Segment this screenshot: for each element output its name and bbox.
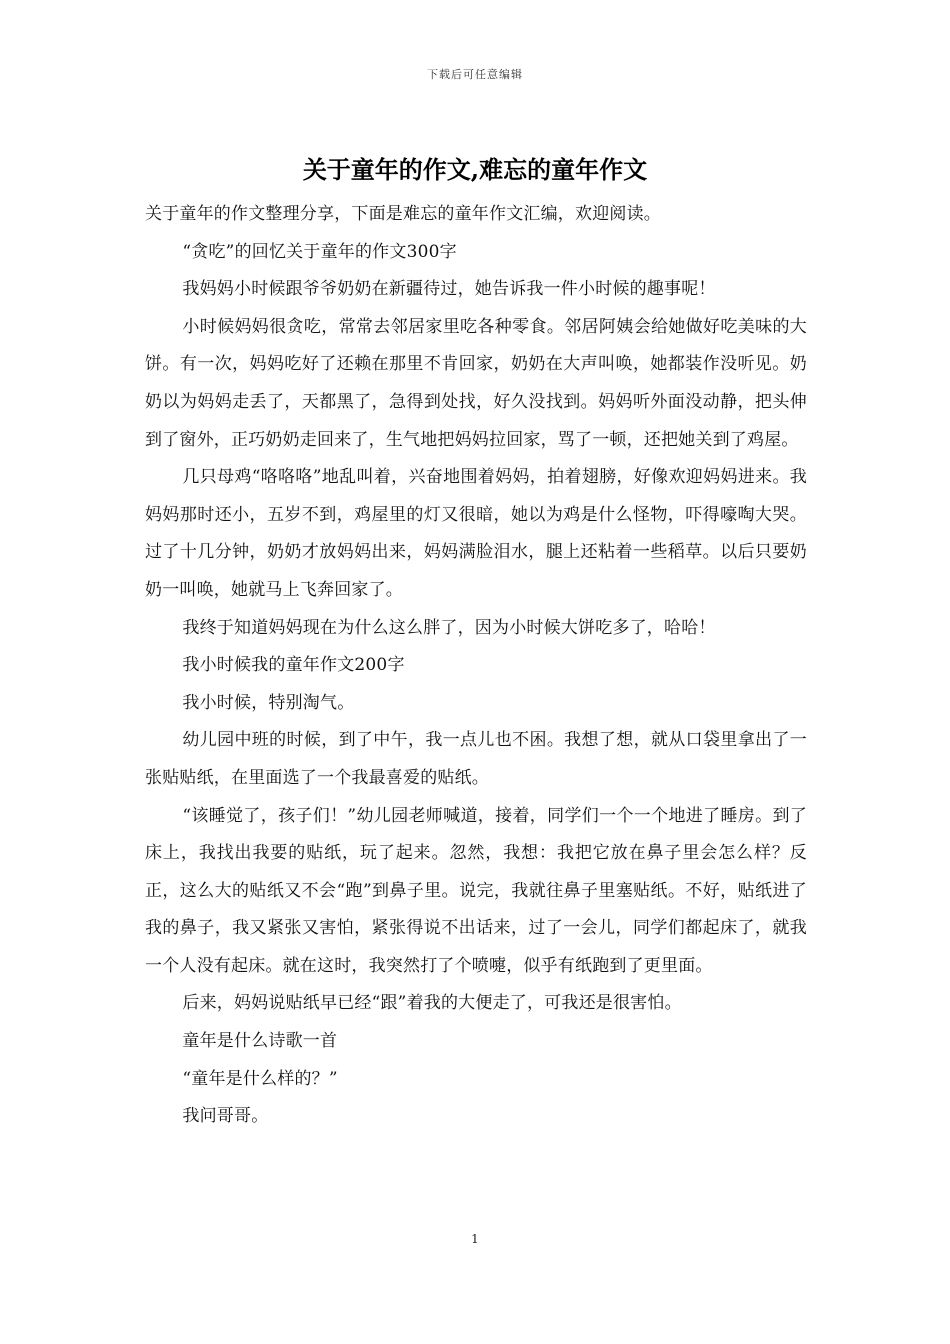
paragraph: 我问哥哥。 bbox=[182, 1106, 269, 1127]
paragraph-subtitle-2: 我小时候我的童年作文200字 bbox=[182, 655, 405, 676]
paragraph-subtitle-3: 童年是什么诗歌一首 bbox=[182, 1031, 338, 1052]
paragraph: “童年是什么样的？” bbox=[182, 1068, 338, 1089]
paragraph: 我妈妈小时候跟爷爷奶奶在新疆待过，她告诉我一件小时候的趣事呢！ bbox=[182, 279, 716, 300]
document-body bbox=[145, 196, 807, 1136]
paragraph: “该睡觉了，孩子们！”幼儿园老师喊道，接着，同学们一个一个地进了睡房。到了床上，我找出我要的贴纸，玩了起来。忽然，我想：我把它放在鼻子里会怎么样？反正，这么大的贴纸又不会“跑”到鼻子里。说完，我就往鼻子里塞贴纸。不好，贴纸进了我的鼻子，我又紧张又害怕，紧张得说不出话来，过了一会儿，同学们都起床了，就我一个人没有起床。就在这时，我突然打了个喷嚏，似乎有纸跑到了更里面。 bbox=[145, 805, 807, 976]
header-note: 下载后可任意编辑 bbox=[427, 68, 523, 81]
paragraph: 我终于知道妈妈现在为什么这么胖了，因为小时候大饼吃多了，哈哈！ bbox=[182, 617, 716, 638]
document-title: 关于童年的作文,难忘的童年作文 bbox=[302, 155, 648, 184]
paragraph: 后来，妈妈说贴纸早已经“跟”着我的大便走了，可我还是很害怕。 bbox=[182, 993, 682, 1014]
paragraph-subtitle-1: “贪吃”的回忆关于童年的作文300字 bbox=[182, 241, 457, 262]
paragraph: 幼儿园中班的时候，到了中午，我一点儿也不困。我想了想，就从口袋里拿出了一张贴贴纸，在里面选了一个我最喜爱的贴纸。 bbox=[145, 730, 807, 788]
paragraph: 我小时候，特别淘气。 bbox=[182, 692, 355, 713]
paragraph: 小时候妈妈很贪吃，常常去邻居家里吃各种零食。邻居阿姨会给她做好吃美味的大饼。有一次，妈妈吃好了还赖在那里不肯回家，奶奶在大声叫唤，她都装作没听见。奶奶以为妈妈走丢了，天都黑了，急得到处找，好久没找到。妈妈听外面没动静，把头伸到了窗外，正巧奶奶走回来了，生气地把妈妈拉回家，骂了一顿，还把她关到了鸡屋。 bbox=[145, 316, 807, 450]
paragraph-intro: 关于童年的作文整理分享，下面是难忘的童年作文汇编，欢迎阅读。 bbox=[145, 204, 661, 224]
paragraph: 几只母鸡“咯咯咯”地乱叫着，兴奋地围着妈妈，拍着翅膀，好像欢迎妈妈进来。我妈妈那时还小，五岁不到，鸡屋里的灯又很暗，她以为鸡是什么怪物，吓得嚎啕大哭。过了十几分钟，奶奶才放妈妈出来，妈妈满脸泪水，腿上还粘着一些稻草。以后只要奶奶一叫唤，她就马上飞奔回家了。 bbox=[145, 467, 807, 600]
page-number: 1 bbox=[471, 1232, 479, 1246]
